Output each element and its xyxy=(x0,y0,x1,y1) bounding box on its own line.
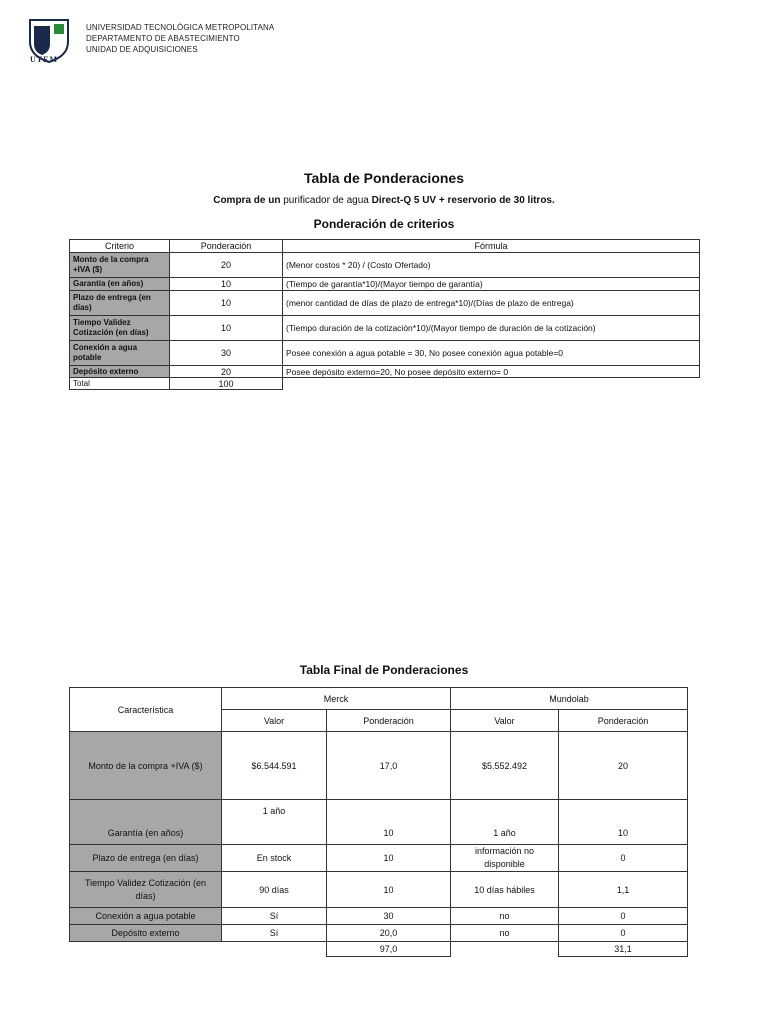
formula-cell: Posee depósito externo=20, No posee depósito externo= 0 xyxy=(283,366,700,378)
criterio-cell: Tiempo Validez Cotización (en días) xyxy=(70,316,170,341)
mundolab-valor-cell: 1 año xyxy=(451,800,559,845)
mundolab-ponderacion-cell: 1,1 xyxy=(559,872,688,908)
vendor-header-merck: Merck xyxy=(222,688,451,710)
mundolab-ponderacion-cell: 20 xyxy=(559,732,688,800)
table-row xyxy=(70,278,700,291)
merck-total-cell: 97,0 xyxy=(327,942,451,957)
header-cell: Fórmula xyxy=(283,240,700,253)
merck-valor-cell: 1 año xyxy=(222,800,327,845)
subtitle-part: Direct-Q 5 UV + reservorio de 30 litros. xyxy=(371,195,555,206)
subtitle-part: Compra de un xyxy=(213,195,284,206)
criterio-cell: Plazo de entrega (en días) xyxy=(70,291,170,316)
formula-cell: Posee conexión a agua potable = 30, No posee conexión agua potable=0 xyxy=(283,341,700,366)
total-value: 100 xyxy=(170,378,283,390)
formula-cell: (menor cantidad de días de plazo de entrega*10)/(Días de plazo de entrega) xyxy=(283,291,700,316)
table-row xyxy=(70,732,688,800)
mundolab-ponderacion-cell: 10 xyxy=(559,800,688,845)
mundolab-ponderacion-cell: 0 xyxy=(559,908,688,925)
subtitle-part: purificador de agua xyxy=(283,195,372,206)
table-header-row xyxy=(70,240,700,253)
vendor-header-mundolab: Mundolab xyxy=(451,688,688,710)
institution-header xyxy=(86,22,274,55)
mundolab-valor-cell: información no disponible xyxy=(451,845,559,872)
final-table-title: Tabla Final de Ponderaciones xyxy=(299,663,469,677)
header-cell: Ponderación xyxy=(170,240,283,253)
table-row xyxy=(70,316,700,341)
merck-valor-cell: Sí xyxy=(222,925,327,942)
criterio-cell: Garantía (en años) xyxy=(70,278,170,291)
criterio-cell: Depósito externo xyxy=(70,366,170,378)
merck-ponderacion-cell: 20,0 xyxy=(327,925,451,942)
sub-header-cell: Valor xyxy=(451,710,559,732)
sub-header-cell: Ponderación xyxy=(327,710,451,732)
table-row xyxy=(70,366,700,378)
empty-cell xyxy=(283,378,700,390)
merck-valor-cell: $6.544.591 xyxy=(222,732,327,800)
merck-ponderacion-cell: 30 xyxy=(327,908,451,925)
formula-cell: (Menor costos * 20) / (Costo Ofertado) xyxy=(283,253,700,278)
caracteristica-cell: Tiempo Validez Cotización (en días) xyxy=(70,872,222,908)
ponderacion-cell: 10 xyxy=(170,316,283,341)
empty-cell xyxy=(70,942,222,957)
merck-valor-cell: Sí xyxy=(222,908,327,925)
table-row xyxy=(70,845,688,872)
ponderacion-cell: 20 xyxy=(170,253,283,278)
mundolab-valor-cell: 10 días hábiles xyxy=(451,872,559,908)
totals-row xyxy=(70,942,688,957)
merck-valor-cell: 90 días xyxy=(222,872,327,908)
total-label: Total xyxy=(70,378,170,390)
table-row xyxy=(70,800,688,845)
final-table xyxy=(69,687,688,957)
table-row xyxy=(70,253,700,278)
header-line: DEPARTAMENTO DE ABASTECIMIENTO xyxy=(86,34,240,43)
merck-ponderacion-cell: 17,0 xyxy=(327,732,451,800)
ponderacion-cell: 10 xyxy=(170,278,283,291)
merck-ponderacion-cell: 10 xyxy=(327,872,451,908)
criterio-cell: Monto de la compra +IVA ($) xyxy=(70,253,170,278)
formula-cell: (Tiempo duración de la cotización*10)/(Mayor tiempo de duración de la cotización) xyxy=(283,316,700,341)
merck-ponderacion-cell: 10 xyxy=(327,845,451,872)
caracteristica-cell: Conexión a agua potable xyxy=(70,908,222,925)
mundolab-valor-cell: $5.552.492 xyxy=(451,732,559,800)
table-row xyxy=(70,908,688,925)
criteria-title: Ponderación de criterios xyxy=(313,217,455,231)
table-row xyxy=(70,925,688,942)
criteria-table xyxy=(69,239,700,390)
ponderacion-cell: 10 xyxy=(170,291,283,316)
mundolab-ponderacion-cell: 0 xyxy=(559,925,688,942)
caracteristica-cell: Plazo de entrega (en días) xyxy=(70,845,222,872)
caracteristica-cell: Depósito externo xyxy=(70,925,222,942)
mundolab-ponderacion-cell: 0 xyxy=(559,845,688,872)
mundolab-total-cell: 31,1 xyxy=(559,942,688,957)
mundolab-valor-cell: no xyxy=(451,908,559,925)
header-line: UNIVERSIDAD TECNOLÓGICA METROPOLITANA xyxy=(86,23,275,32)
table-row xyxy=(70,291,700,316)
table-row xyxy=(70,872,688,908)
caracteristica-cell: Monto de la compra +IVA ($) xyxy=(70,732,222,800)
total-row xyxy=(70,378,700,390)
empty-cell xyxy=(222,942,327,957)
header-cell: Criterio xyxy=(70,240,170,253)
ponderacion-cell: 20 xyxy=(170,366,283,378)
mundolab-valor-cell: no xyxy=(451,925,559,942)
caracteristica-header: Característica xyxy=(70,688,222,732)
criterio-cell: Conexión a agua potable xyxy=(70,341,170,366)
formula-cell: (Tiempo de garantía*10)/(Mayor tiempo de garantía) xyxy=(283,278,700,291)
merck-ponderacion-cell: 10 xyxy=(327,800,451,845)
header-line: UNIDAD DE ADQUISICIONES xyxy=(86,45,198,54)
caracteristica-cell: Garantía (en años) xyxy=(70,800,222,845)
ponderacion-cell: 30 xyxy=(170,341,283,366)
vendor-header-row xyxy=(70,688,688,710)
sub-header-cell: Ponderación xyxy=(559,710,688,732)
empty-cell xyxy=(451,942,559,957)
merck-valor-cell: En stock xyxy=(222,845,327,872)
purchase-subtitle xyxy=(0,195,768,206)
sub-header-cell: Valor xyxy=(222,710,327,732)
page-title: Tabla de Ponderaciones xyxy=(303,170,464,186)
logo-text: UTEM xyxy=(30,55,58,64)
table-row xyxy=(70,341,700,366)
